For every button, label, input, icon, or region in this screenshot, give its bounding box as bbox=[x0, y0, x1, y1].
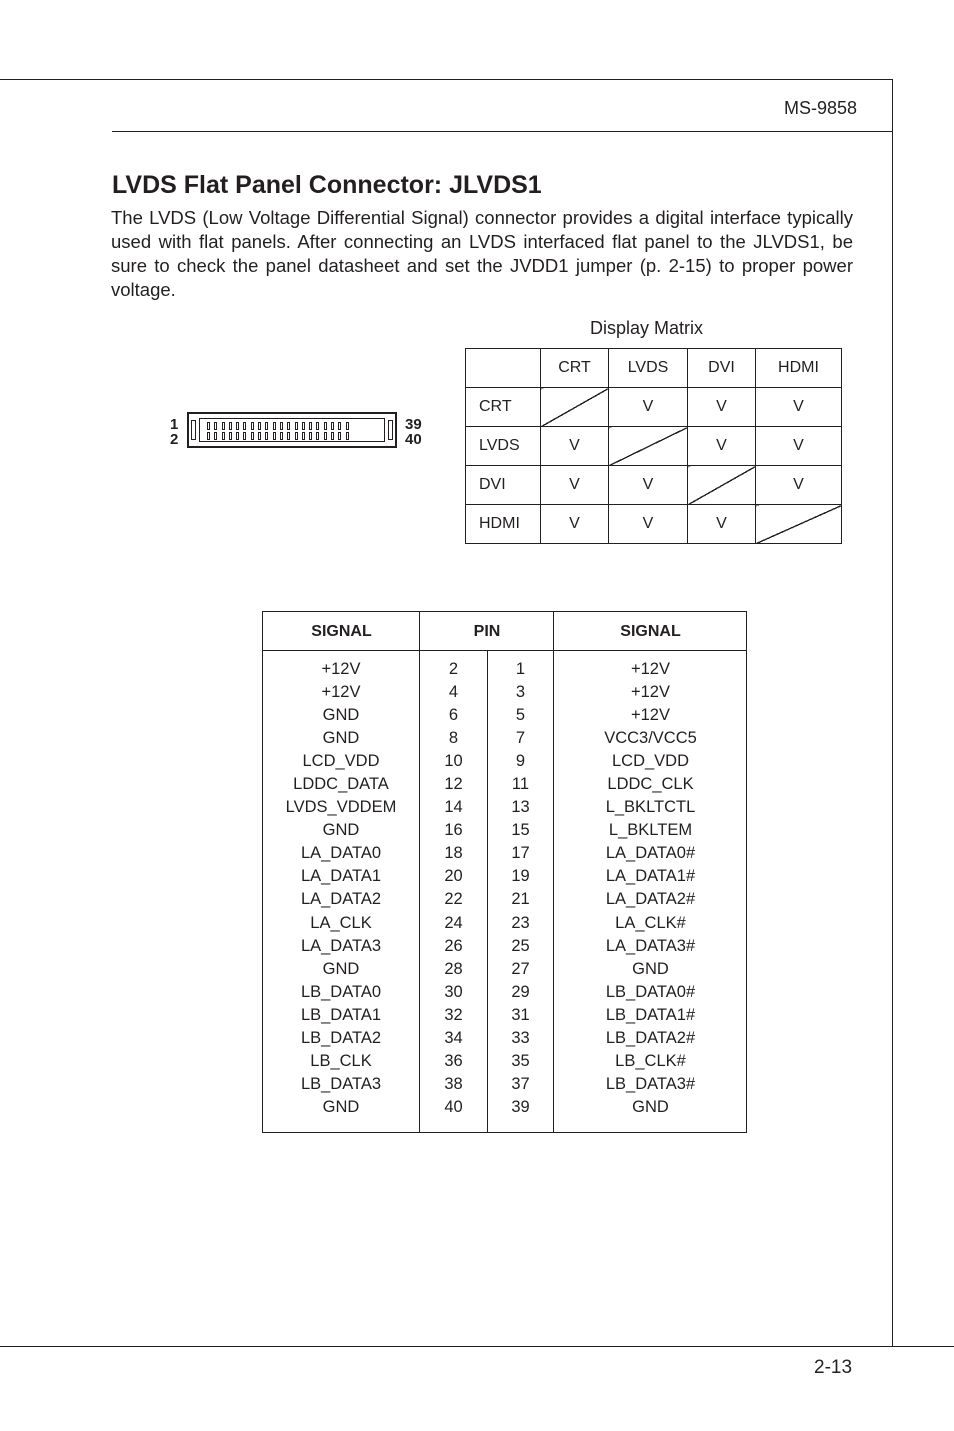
connector-pin bbox=[251, 422, 254, 430]
section-title: LVDS Flat Panel Connector: JLVDS1 bbox=[112, 171, 542, 199]
pinout-signal-cell: LA_DATA3# bbox=[605, 936, 696, 955]
connector-pin bbox=[243, 422, 246, 430]
header-underline bbox=[112, 131, 892, 132]
display-matrix-caption: Display Matrix bbox=[590, 318, 704, 338]
pinout-signal-cell: GND bbox=[322, 821, 360, 840]
pinout-pin-cell: 10 bbox=[444, 752, 463, 771]
pinout-pin-cell: 17 bbox=[511, 844, 530, 863]
pinout-pin-cell: 28 bbox=[444, 959, 463, 978]
connector-pin bbox=[229, 432, 232, 440]
matrix-row bbox=[466, 466, 842, 505]
matrix-diagonal-cell bbox=[688, 466, 756, 505]
pinout-pin-cell: 32 bbox=[444, 1005, 463, 1024]
page-number: 2-13 bbox=[814, 1357, 853, 1378]
matrix-cell: V bbox=[756, 388, 842, 427]
pin-label-2: 2 bbox=[170, 431, 179, 448]
pinout-signal-cell: GND bbox=[322, 706, 360, 725]
connector-pin bbox=[280, 422, 283, 430]
connector-pin bbox=[236, 422, 239, 430]
matrix-cell: V bbox=[541, 466, 609, 505]
connector-pin bbox=[346, 422, 349, 430]
connector-pin bbox=[309, 432, 312, 440]
pinout-pin-cell: 37 bbox=[511, 1074, 530, 1093]
pinout-pin-cell: 6 bbox=[448, 706, 459, 725]
pinout-signal-cell: GND bbox=[322, 959, 360, 978]
pinout-signal-cell: LB_DATA0 bbox=[300, 982, 382, 1001]
pinout-signal-cell: LDDC_CLK bbox=[607, 775, 694, 794]
pin-label-40: 40 bbox=[405, 431, 422, 448]
connector-pin bbox=[214, 422, 217, 430]
connector-pin bbox=[287, 422, 290, 430]
matrix-diagonal-cell bbox=[541, 388, 609, 427]
pinout-pin-cell: 40 bbox=[444, 1097, 463, 1116]
matrix-cell: V bbox=[609, 466, 688, 505]
connector-pin bbox=[251, 432, 254, 440]
model-number: MS-9858 bbox=[783, 98, 857, 118]
pinout-signal-cell: VCC3/VCC5 bbox=[604, 729, 697, 748]
pinout-pin-cell: 24 bbox=[444, 913, 463, 932]
pinout-signal-cell: LA_DATA2 bbox=[300, 890, 382, 909]
pinout-signal-cell: LB_CLK# bbox=[615, 1051, 686, 1070]
top-rule bbox=[0, 79, 893, 80]
pinout-signal-cell: GND bbox=[322, 729, 360, 748]
matrix-col-header: LVDS bbox=[609, 349, 688, 388]
matrix-diagonal-cell bbox=[756, 505, 842, 544]
matrix-col-header: HDMI bbox=[756, 349, 842, 388]
connector-pin bbox=[338, 432, 341, 440]
pinout-odd-signal-column bbox=[554, 658, 747, 1119]
pinout-pin-cell: 2 bbox=[448, 660, 459, 678]
pinout-pin-cell: 30 bbox=[444, 982, 463, 1001]
pinout-signal-cell: +12V bbox=[321, 660, 361, 678]
pinout-pin-cell: 11 bbox=[511, 775, 530, 794]
matrix-row bbox=[466, 427, 842, 466]
matrix-header-row bbox=[466, 349, 842, 388]
matrix-cell: V bbox=[541, 427, 609, 466]
pinout-pin-cell: 18 bbox=[444, 844, 463, 863]
matrix-row-header: HDMI bbox=[466, 505, 541, 544]
pinout-signal-cell: LA_DATA3 bbox=[300, 936, 382, 955]
pinout-signal-cell: LB_DATA2 bbox=[300, 1028, 382, 1047]
display-matrix-table bbox=[465, 348, 842, 544]
pinout-signal-cell: LA_DATA2# bbox=[605, 890, 696, 909]
pinout-pin-cell: 5 bbox=[515, 706, 526, 725]
pinout-header-pin: PIN bbox=[420, 612, 554, 651]
pinout-pin-cell: 7 bbox=[515, 729, 526, 748]
pinout-even-pin-column bbox=[420, 658, 487, 1119]
matrix-row-header: CRT bbox=[466, 388, 541, 427]
matrix-cell: V bbox=[541, 505, 609, 544]
matrix-cell: V bbox=[688, 388, 756, 427]
pinout-pin-cell: 39 bbox=[511, 1097, 530, 1116]
pinout-header-signal-right: SIGNAL bbox=[554, 612, 747, 651]
pinout-signal-cell: LA_CLK bbox=[310, 913, 372, 932]
connector-pin bbox=[258, 432, 261, 440]
pinout-pin-cell: 9 bbox=[515, 752, 526, 771]
pinout-signal-cell: LCD_VDD bbox=[302, 752, 380, 771]
connector-pin bbox=[236, 432, 239, 440]
matrix-row bbox=[466, 388, 842, 427]
pinout-signal-cell: LA_DATA1# bbox=[605, 867, 696, 886]
connector-pin bbox=[222, 422, 225, 430]
connector-pin bbox=[214, 432, 217, 440]
pinout-signal-cell: LB_DATA0# bbox=[605, 982, 696, 1001]
pin-label-1: 1 bbox=[170, 416, 179, 433]
pinout-signal-cell: GND bbox=[322, 1097, 360, 1116]
jlvds1-connector-diagram bbox=[165, 406, 435, 456]
pinout-pin-cell: 29 bbox=[511, 982, 530, 1001]
connector-pin bbox=[331, 432, 334, 440]
connector-latch-right bbox=[388, 420, 393, 440]
matrix-cell: V bbox=[756, 466, 842, 505]
pinout-signal-cell: +12V bbox=[631, 683, 670, 702]
connector-pin bbox=[302, 422, 305, 430]
connector-pin bbox=[258, 422, 261, 430]
connector-pin bbox=[295, 432, 298, 440]
pinout-header-signal-left: SIGNAL bbox=[263, 612, 420, 651]
pin-label-39: 39 bbox=[405, 416, 422, 433]
pinout-pin-cell: 1 bbox=[515, 660, 526, 678]
pinout-pin-cell: 12 bbox=[444, 775, 463, 794]
pinout-signal-cell: LB_DATA1# bbox=[605, 1005, 696, 1024]
matrix-col-header: CRT bbox=[541, 349, 609, 388]
pinout-pin-cell: 36 bbox=[444, 1051, 463, 1070]
pinout-signal-cell: LVDS_VDDEM bbox=[285, 798, 397, 817]
connector-pin bbox=[207, 422, 210, 430]
pinout-signal-cell: +12V bbox=[631, 660, 670, 678]
matrix-diagonal-cell bbox=[609, 427, 688, 466]
matrix-cell: V bbox=[756, 427, 842, 466]
matrix-cell: V bbox=[609, 388, 688, 427]
pinout-even-signal-column bbox=[263, 658, 419, 1119]
pinout-pin-cell: 26 bbox=[444, 936, 463, 955]
pinout-pin-cell: 21 bbox=[511, 890, 530, 909]
connector-pin bbox=[222, 432, 225, 440]
connector-housing bbox=[187, 412, 397, 448]
pinout-signal-cell: LB_DATA3# bbox=[605, 1074, 696, 1093]
connector-pin bbox=[207, 432, 210, 440]
connector-pin bbox=[302, 432, 305, 440]
pinout-signal-cell: GND bbox=[632, 1097, 669, 1116]
connector-pin bbox=[287, 432, 290, 440]
pinout-signal-cell: LB_DATA1 bbox=[300, 1005, 382, 1024]
connector-pin bbox=[273, 432, 276, 440]
pinout-signal-cell: L_BKLTCTL bbox=[605, 798, 696, 817]
matrix-corner-cell bbox=[466, 349, 541, 388]
pinout-signal-cell: LDDC_DATA bbox=[293, 775, 389, 794]
matrix-cell: V bbox=[688, 505, 756, 544]
pinout-signal-cell: LA_DATA1 bbox=[300, 867, 382, 886]
pinout-pin-cell: 4 bbox=[448, 683, 459, 702]
pinout-pin-cell: 31 bbox=[511, 1005, 530, 1024]
pinout-signal-cell: GND bbox=[632, 959, 669, 978]
pinout-odd-pin-column bbox=[488, 658, 553, 1119]
pinout-pin-cell: 15 bbox=[511, 821, 530, 840]
connector-pin-row-odd bbox=[207, 422, 349, 430]
matrix-row-header: DVI bbox=[466, 466, 541, 505]
connector-pin bbox=[229, 422, 232, 430]
pinout-signal-cell: +12V bbox=[631, 706, 670, 725]
pinout-signal-cell: LA_DATA0 bbox=[300, 844, 382, 863]
connector-pin bbox=[324, 432, 327, 440]
connector-pin bbox=[324, 422, 327, 430]
connector-pin bbox=[265, 422, 268, 430]
connector-latch-left bbox=[191, 420, 196, 440]
connector-pin bbox=[295, 422, 298, 430]
pinout-pin-cell: 23 bbox=[511, 913, 530, 932]
matrix-col-header: DVI bbox=[688, 349, 756, 388]
pinout-signal-cell: L_BKLTEM bbox=[608, 821, 693, 840]
pinout-pin-cell: 3 bbox=[515, 683, 526, 702]
pinout-pin-cell: 25 bbox=[511, 936, 530, 955]
bottom-rule bbox=[0, 1346, 954, 1347]
pinout-signal-cell: LB_DATA2# bbox=[605, 1028, 696, 1047]
pinout-pin-cell: 27 bbox=[511, 959, 530, 978]
connector-pin bbox=[338, 422, 341, 430]
pinout-pin-cell: 22 bbox=[444, 890, 463, 909]
pinout-signal-cell: LA_CLK# bbox=[615, 913, 686, 932]
pinout-pin-cell: 38 bbox=[444, 1074, 463, 1093]
connector-pin-row-even bbox=[207, 432, 349, 440]
connector-pin bbox=[265, 432, 268, 440]
pinout-table bbox=[262, 611, 747, 1133]
connector-pin bbox=[280, 432, 283, 440]
pinout-pin-cell: 19 bbox=[511, 867, 530, 886]
pinout-pin-cell: 35 bbox=[511, 1051, 530, 1070]
pinout-signal-cell: +12V bbox=[321, 683, 361, 702]
matrix-row-header: LVDS bbox=[466, 427, 541, 466]
connector-pin bbox=[273, 422, 276, 430]
connector-pin bbox=[346, 432, 349, 440]
pinout-pin-cell: 16 bbox=[444, 821, 463, 840]
matrix-cell: V bbox=[609, 505, 688, 544]
pinout-signal-cell: LB_CLK bbox=[310, 1051, 372, 1070]
connector-pin bbox=[316, 432, 319, 440]
connector-pin bbox=[316, 422, 319, 430]
pinout-pin-cell: 20 bbox=[444, 867, 463, 886]
pinout-signal-cell: LCD_VDD bbox=[611, 752, 690, 771]
pinout-pin-cell: 34 bbox=[444, 1028, 463, 1047]
pinout-pin-cell: 14 bbox=[444, 798, 463, 817]
pinout-pin-cell: 8 bbox=[448, 729, 459, 748]
matrix-row bbox=[466, 505, 842, 544]
intro-paragraph: The LVDS (Low Voltage Differential Signal) connector provides a digital interface typically used with flat panels. After connecting an LVDS interfaced flat panel to the JLVDS1, be sure to check the panel datasheet and set the JVDD1 jumper (p. 2-15) to proper power voltage. bbox=[111, 207, 853, 300]
pinout-signal-cell: LB_DATA3 bbox=[300, 1074, 382, 1093]
connector-pin bbox=[243, 432, 246, 440]
connector-pin bbox=[331, 422, 334, 430]
pinout-pin-cell: 13 bbox=[511, 798, 530, 817]
pinout-signal-cell: LA_DATA0# bbox=[605, 844, 696, 863]
right-rule bbox=[892, 79, 893, 1347]
pinout-pin-cell: 33 bbox=[511, 1028, 530, 1047]
matrix-cell: V bbox=[688, 427, 756, 466]
connector-pin bbox=[309, 422, 312, 430]
